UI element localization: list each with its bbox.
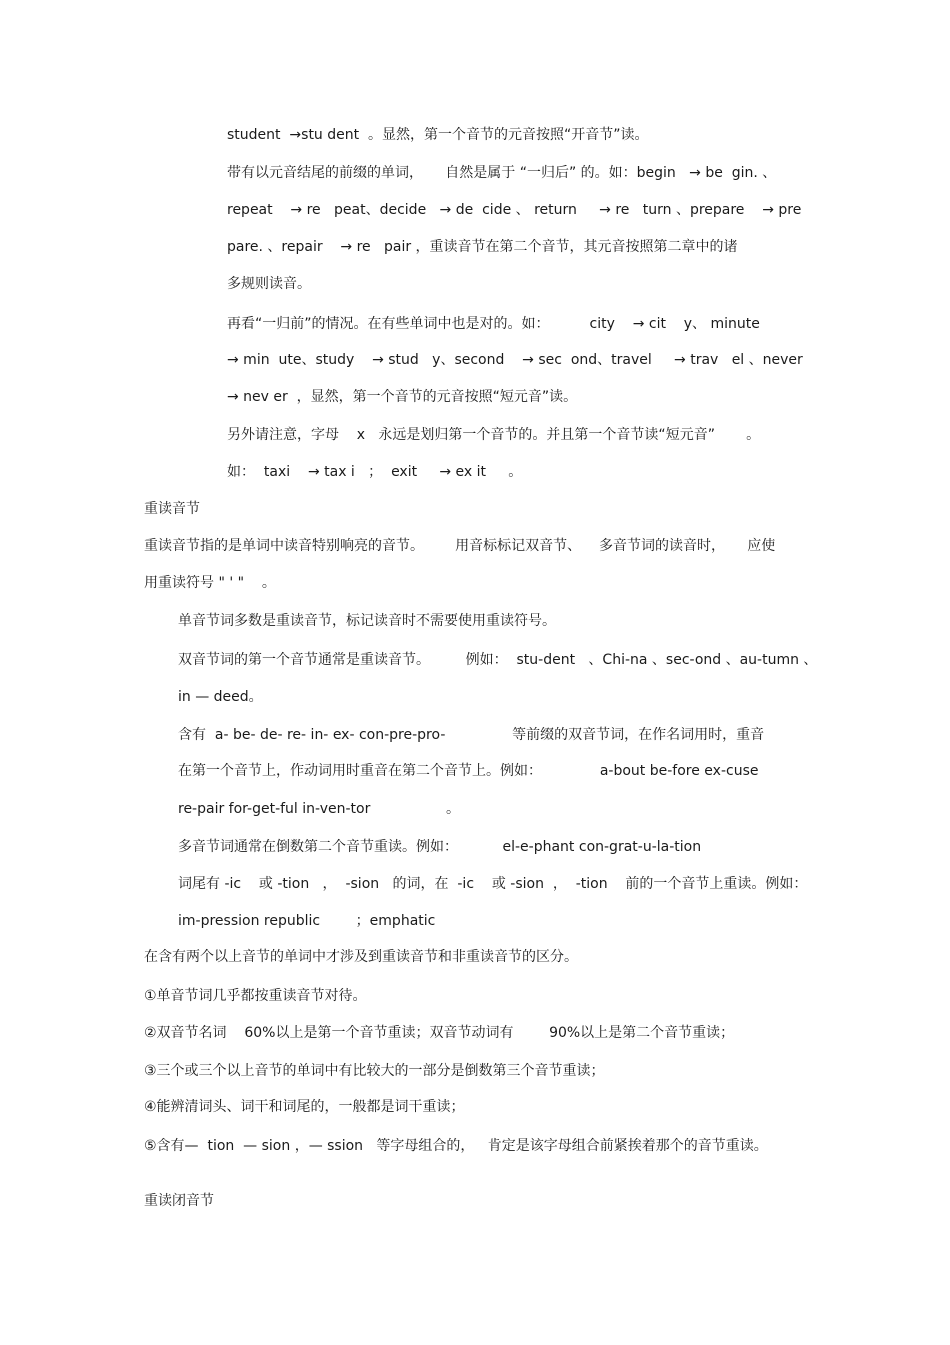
text-line: 单音节词多数是重读音节，标记读音时不需要使用重读符号。: [178, 613, 556, 629]
list-item: ⑤含有— tion — sion ，— ssion 等字母组合的， 肯定是该字母组合前紧挨着那个的音节重读。: [144, 1138, 768, 1154]
text-line: 双音节词的第一个音节通常是重读音节。 例如： stu-dent 、Chi-na 、sec-ond 、au-tumn 、: [178, 652, 818, 668]
text-line: 带有以元音结尾的前缀的单词， 自然是属于 “一归后” 的。如：begin → be gin. 、: [227, 165, 777, 181]
text-line: 多规则读音。: [227, 276, 311, 292]
text-line: → nev er ，显然，第一个音节的元音按照“短元音”读。: [227, 389, 578, 405]
text-line: re-pair for-get-ful in-ven-tor 。: [178, 801, 460, 817]
list-item: ①单音节词几乎都按重读音节对待。: [144, 988, 367, 1004]
text-line: → min ute、study → stud y、second → sec ond、travel → trav el 、never: [227, 352, 803, 368]
text-line: 如： taxi → tax i ； exit → ex it 。: [227, 464, 523, 480]
list-item: ②双音节名词 60%以上是第一个音节重读；双音节动词有 90%以上是第二个音节重读；: [144, 1025, 735, 1041]
text-line: im-pression republic ；emphatic: [178, 913, 436, 929]
text-line: 词尾有 -ic 或 -tion ， -sion 的词，在 -ic 或 -sion ， -tion 前的一个音节上重读。例如：: [178, 876, 808, 892]
list-item: ③三个或三个以上音节的单词中有比较大的一部分是倒数第三个音节重读；: [144, 1063, 605, 1079]
text-line: 含有 a- be- de- re- in- ex- con-pre-pro- 等前缀的双音节词，在作名词用时，重音: [178, 727, 765, 743]
section-heading: 重读闭音节: [144, 1193, 214, 1209]
text-line: student →stu dent 。显然，第一个音节的元音按照“开音节”读。: [227, 127, 649, 143]
text-line: 重读音节指的是单词中读音特别响亮的音节。 用音标标记双音节、 多音节词的读音时， 应使: [144, 538, 776, 554]
text-line: in — deed。: [178, 689, 263, 705]
text-line: 在含有两个以上音节的单词中才涉及到重读音节和非重读音节的区分。: [144, 949, 578, 965]
text-line: 用重读符号 " ' " 。: [144, 575, 276, 591]
text-line: pare. 、repair → re pair ，重读音节在第二个音节，其元音按照第二章中的诸: [227, 239, 738, 255]
text-line: 在第一个音节上，作动词用时重音在第二个音节上。例如： a-bout be-fore ex-cuse: [178, 763, 759, 779]
section-heading: 重读音节: [144, 501, 200, 517]
list-item: ④能辨清词头、词干和词尾的，一般都是词干重读；: [144, 1099, 465, 1115]
text-line: repeat → re peat、decide → de cide 、 return → re turn 、prepare → pre: [227, 202, 802, 218]
text-line: 另外请注意，字母 x 永远是划归第一个音节的。并且第一个音节读“短元音” 。: [227, 427, 761, 443]
text-line: 再看“一归前”的情况。在有些单词中也是对的。如： city → cit y、 minute: [227, 316, 760, 332]
text-line: 多音节词通常在倒数第二个音节重读。例如： el-e-phant con-grat-u-la-tion: [178, 839, 702, 855]
